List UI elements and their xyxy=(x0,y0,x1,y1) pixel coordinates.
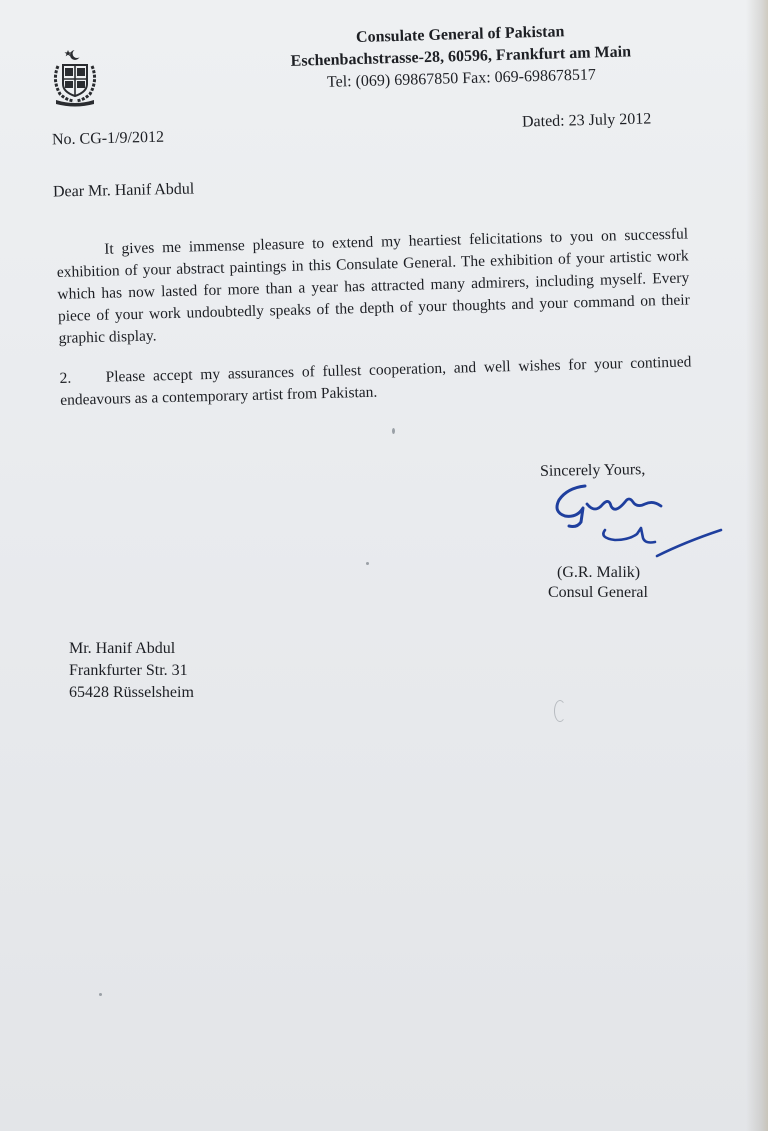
state-emblem-icon xyxy=(50,48,100,108)
reference-number: No. CG-1/9/2012 xyxy=(51,128,165,149)
organization-address: Eschenbachstrasse-28, 60596, Frankfurt am Main xyxy=(290,43,632,70)
letterhead xyxy=(250,18,672,96)
page-edge-shadow xyxy=(746,0,768,1131)
paper-speck xyxy=(366,562,369,565)
letter-body xyxy=(56,223,692,411)
closing: Sincerely Yours, xyxy=(539,461,646,480)
recipient-address xyxy=(69,638,194,704)
address-line: 65428 Rüsselsheim xyxy=(69,684,194,701)
letter-date: Dated: 23 July 2012 xyxy=(521,110,652,131)
paper-speck xyxy=(392,428,395,434)
paper-speck xyxy=(99,993,102,996)
paragraph-2 xyxy=(59,351,692,412)
paragraph-1: It gives me immense pleasure to extend my heartiest felicitations to you on successful exhibition of your abstract paintings in this Consulate General. The exhibition of your artistic work which has now lasted for more than a year has attracted many admirers, including myself. Every piece of your work undoubtedly speaks of the depth of your thoughts and your command on their graphic display. xyxy=(56,225,691,347)
handwritten-signature xyxy=(545,478,725,560)
paragraph-number: 2. xyxy=(59,369,72,387)
organization-name: Consulate General of Pakistan xyxy=(355,23,565,47)
paper-mark xyxy=(554,700,566,722)
signer-title: Consul General xyxy=(548,584,648,601)
paragraph-2-text: Please accept my assurances of fullest cooperation, and well wishes for your continued endeavours as a contemporary artist from Pakistan. xyxy=(59,353,692,409)
signature-strokes xyxy=(557,486,721,556)
organization-contact: Tel: (069) 69867850 Fax: 069-698678517 xyxy=(326,66,597,91)
address-line: Mr. Hanif Abdul xyxy=(69,640,176,657)
signer-name: (G.R. Malik) xyxy=(557,564,641,581)
salutation: Dear Mr. Hanif Abdul xyxy=(52,180,195,201)
address-line: Frankfurter Str. 31 xyxy=(69,662,188,679)
